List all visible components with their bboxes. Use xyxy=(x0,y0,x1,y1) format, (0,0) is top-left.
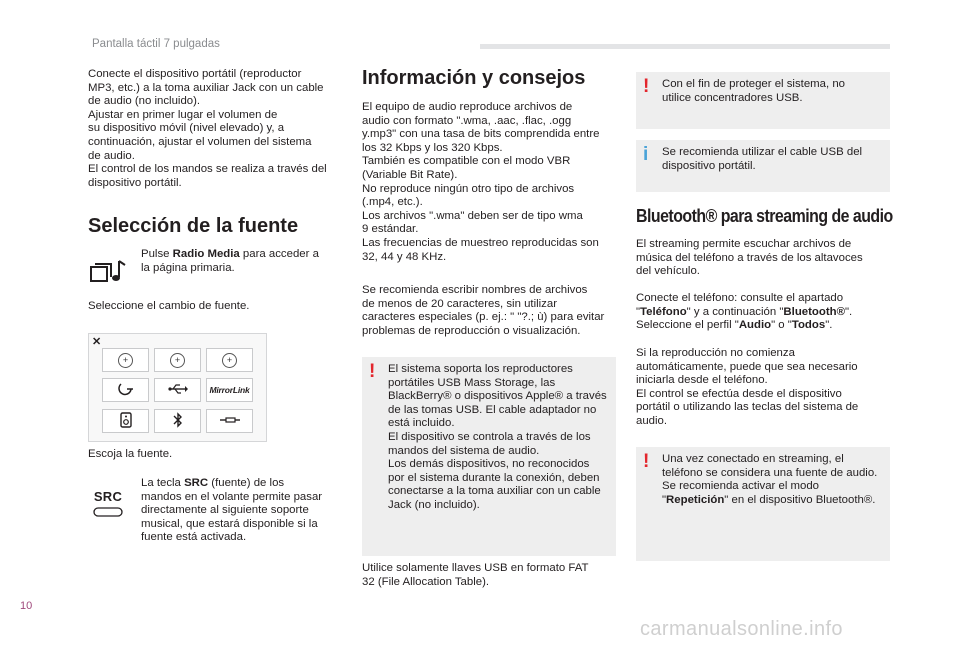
press-bold: Radio Media xyxy=(172,248,240,260)
header-bar xyxy=(480,44,890,49)
source-bluetooth-button[interactable] xyxy=(154,409,201,433)
aux-icon xyxy=(118,382,134,399)
press-radio-media-text xyxy=(141,248,319,275)
p2d: Bluetooth® xyxy=(783,305,845,318)
press-pre: Pulse xyxy=(141,248,173,260)
warning-note-hubs-text: Con el fin de proteger el sistema, no utilice concentradores USB. xyxy=(662,78,845,104)
p2g: " o " xyxy=(771,319,792,332)
source-phone-button[interactable] xyxy=(102,409,149,433)
p2b: Teléfono xyxy=(640,305,687,318)
source-aux-button[interactable] xyxy=(102,378,149,402)
section-title-fuente: Selección de la fuente xyxy=(88,215,299,237)
watermark: carmanualsonline.info xyxy=(640,618,843,640)
warning-note-hubs xyxy=(636,72,890,129)
warning-note-streaming-text xyxy=(662,453,877,507)
source-selection-panel xyxy=(88,333,267,442)
src-key-label: SRC xyxy=(93,489,123,504)
bluetooth-paragraph-1: El streaming permite escuchar archivos de música del teléfono a través de los altavoces del vehículo. xyxy=(636,238,863,278)
warning-note-text: El sistema soporta los reproductores portátiles USB Mass Storage, las BlackBerry® o dispositivos Apple® a través de las tomas USB. El cable adaptador no está incluido. El dispositivo se controla a través de los mandos del sistema de audio. Los demás dispositivos, no reconocidos por el sistema durante la conexión, deben conectarse a la toma auxiliar con un cable Jack (no incluido). xyxy=(388,363,607,511)
p2a: Conecte el teléfono: consulte el apartado " xyxy=(636,292,844,318)
plus-icon: + xyxy=(118,353,133,368)
bluetooth-paragraph-3: Si la reproducción no comienza automáticamente, puede que sea necesario iniciarla desde el teléfono. El control se efectúa desde el dispositivo portátil o utilizando las teclas del sistema de audio. xyxy=(636,347,859,427)
bluetooth-paragraph-2 xyxy=(636,292,852,333)
source-slot-1-button[interactable] xyxy=(102,348,149,372)
n2c: " en el dispositivo Bluetooth®. xyxy=(724,493,876,506)
usb-icon xyxy=(168,383,188,398)
info-paragraph-2: Se recomienda escribir nombres de archivos de menos de 20 caracteres, sin utilizar caracteres especiales (p. ej.: " "?.; ù) para evitar problemas de reproducción o visualización. xyxy=(362,284,605,337)
press-post: para acceder a la página primaria. xyxy=(141,248,319,274)
warning-icon: ! xyxy=(643,451,650,472)
intro-paragraph: Conecte el dispositivo portátil (reproductor MP3, etc.) a la toma auxiliar Jack con un cable de audio (no incluido). Ajustar en primer lugar el volumen de su dispositivo móvil (nivel elevado) y, a continuación, ajustar el volumen del sistema de audio. El control de los mandos se realiza a través del dispositivo portátil. xyxy=(88,68,327,189)
p2f: Audio xyxy=(738,319,772,332)
p2e: ". Seleccione el perfil " xyxy=(636,305,853,332)
warning-icon: ! xyxy=(369,361,376,382)
src-key-description xyxy=(141,477,322,545)
warning-icon: ! xyxy=(643,76,650,97)
section-title-bluetooth: Bluetooth® para streaming de audio xyxy=(636,205,893,226)
src-post: (fuente) de los mandos en el volante permite pasar directamente al siguiente soporte musical, que estará disponible si la fuente está activada. xyxy=(141,477,323,544)
source-jack-button[interactable] xyxy=(206,409,253,433)
section-title-info: Información y consejos xyxy=(362,67,586,89)
p2c: " y a continuación " xyxy=(686,305,784,318)
source-slot-2-button[interactable] xyxy=(154,348,201,372)
info-note-cable xyxy=(636,140,890,192)
page-number: 10 xyxy=(20,600,33,612)
p2h: Todos xyxy=(791,319,826,332)
mirrorlink-label: MirrorLink xyxy=(209,385,250,395)
bluetooth-icon xyxy=(173,412,183,431)
select-source-text: Seleccione el cambio de fuente. xyxy=(88,300,250,312)
plus-icon: + xyxy=(222,353,237,368)
src-pre: La tecla xyxy=(141,477,185,489)
choose-source-text: Escoja la fuente. xyxy=(88,448,173,460)
info-paragraph-3: Utilice solamente llaves USB en formato FAT 32 (File Allocation Table). xyxy=(362,562,589,588)
source-usb-button[interactable] xyxy=(154,378,201,402)
info-paragraph-1: El equipo de audio reproduce archivos de audio con formato ".wma, .aac, .flac, .ogg y.mp3" con una tasa de bits comprendida entre los 32 Kbps y los 320 Kbps. También es compatible con el modo VBR (Variable Bit Rate). No reproduce ningún otro tipo de archivos (.mp4, etc.). Los archivos ".wma" deben ser de tipo wma 9 estándar. Las frecuencias de muestreo reproducidas son 32, 44 y 48 KHz. xyxy=(362,101,600,263)
close-icon[interactable]: ✕ xyxy=(92,336,102,348)
source-mirrorlink-button[interactable] xyxy=(206,378,253,402)
src-key-icon xyxy=(92,489,124,522)
n2b: Repetición xyxy=(666,493,725,506)
plus-icon: + xyxy=(170,353,185,368)
warning-note-usb xyxy=(362,357,616,556)
running-header: Pantalla táctil 7 pulgadas xyxy=(92,38,220,50)
phone-speaker-icon xyxy=(120,412,132,431)
src-bold: SRC xyxy=(184,477,209,489)
info-note-text: Se recomienda utilizar el cable USB del dispositivo portátil. xyxy=(662,146,863,172)
jack-icon xyxy=(219,415,241,428)
warning-note-streaming xyxy=(636,447,890,561)
n2a: Una vez conectado en streaming, el teléfono se considera una fuente de audio. Se recomienda activar el modo " xyxy=(662,453,878,506)
info-icon: i xyxy=(643,144,649,165)
media-icon xyxy=(89,259,129,290)
p2i: ". xyxy=(825,319,833,332)
source-slot-3-button[interactable] xyxy=(206,348,253,372)
